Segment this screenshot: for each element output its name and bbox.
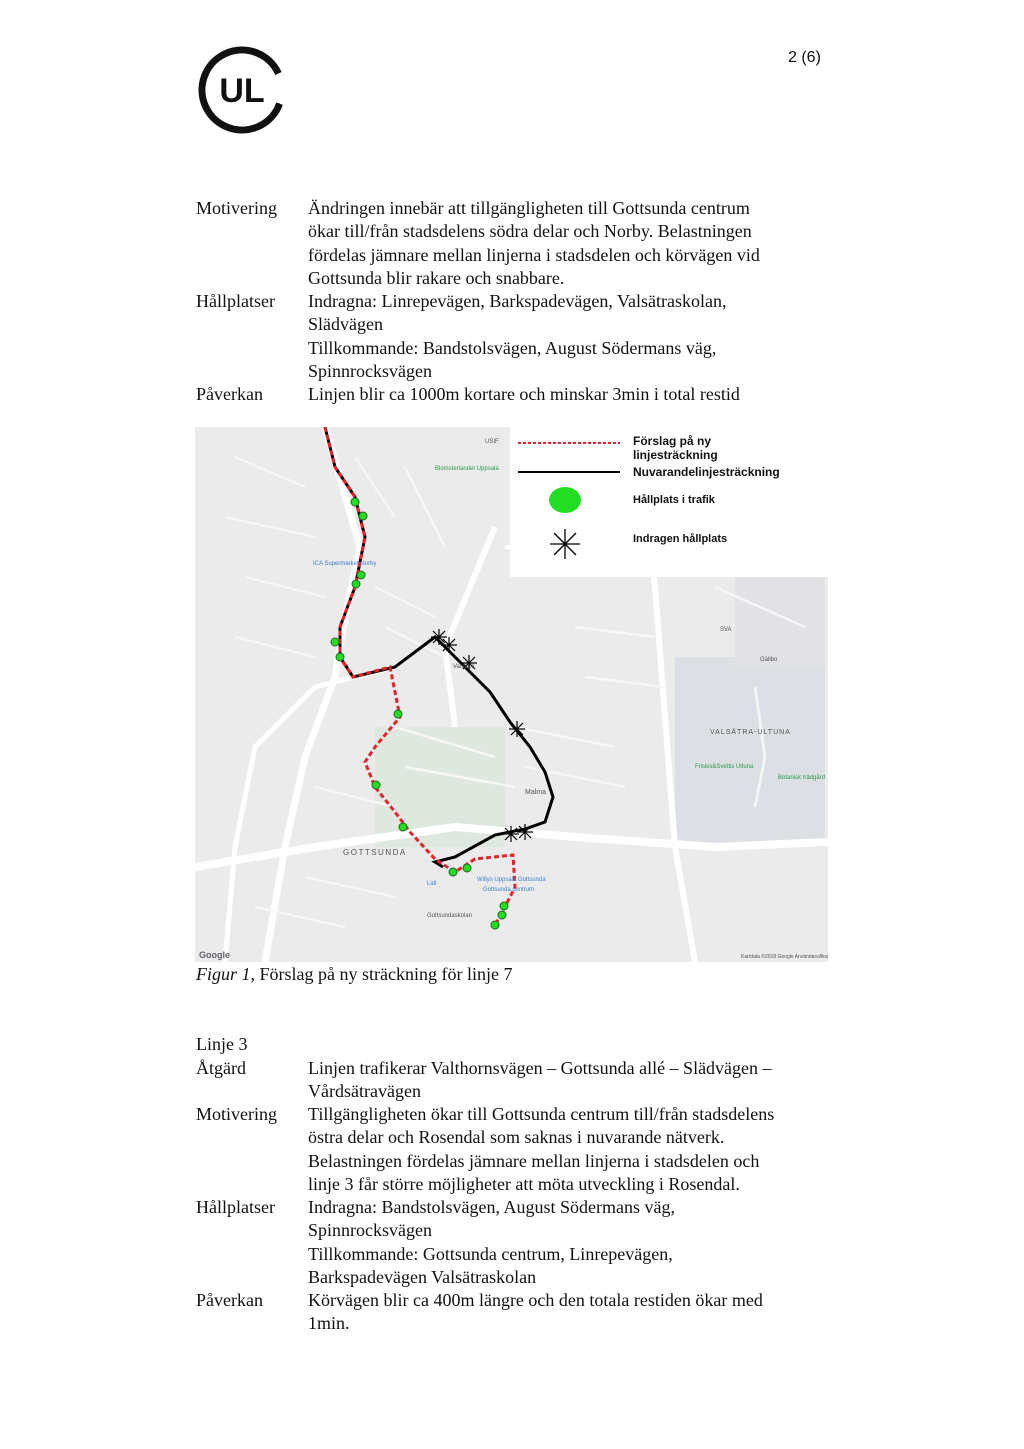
text-line: Spinnrocksvägen [308, 1220, 432, 1241]
map-label: Lidl [427, 881, 437, 887]
legend-proposed-text-1: Förslag på ny [633, 434, 712, 448]
removed-stop-icon [503, 826, 519, 842]
hallplatser-label: Hållplatser [196, 291, 275, 311]
map-label: Kartdata ©2018 Google Användarvillkor [741, 954, 828, 960]
text-line: 1min. [308, 1313, 350, 1334]
text-line: östra delar och Rosendal som saknas i nuvarande nätverk. [308, 1127, 725, 1148]
motivering-text [308, 197, 836, 290]
removed-stop-icon [509, 721, 525, 737]
legend-current-text: Nuvarandelinjesträckning [633, 465, 780, 479]
stop-dot [463, 864, 471, 872]
hallplatser2-label: Hållplatser [196, 1197, 275, 1217]
text-line: Barkspadevägen Valsätraskolan [308, 1266, 537, 1287]
map-label: USIF [485, 439, 499, 445]
text-line: Gottsunda blir rakare och snabbare. [308, 267, 565, 288]
caption-prefix: Figur 1, [196, 964, 256, 984]
stop-dot [372, 781, 380, 789]
paverkan-label: Påverkan [196, 384, 263, 404]
map-label: ICA Supermarket Norby [313, 561, 377, 567]
text-line: Slädvägen [308, 314, 383, 335]
text-line: Tillgängligheten ökar till Gottsunda centrum till/från stadsdelens [308, 1104, 775, 1124]
stop-dot [399, 823, 407, 831]
paverkan-text [308, 383, 836, 406]
page-number: 2 (6) [788, 49, 821, 66]
stop-dot [336, 653, 344, 661]
atgard-label: Åtgärd [196, 1058, 246, 1078]
stop-dot [331, 638, 339, 646]
text-line: Tillkommande: Gottsunda centrum, Linrepevägen, [308, 1243, 673, 1264]
stop-dot [491, 921, 499, 929]
caption-text: Förslag på ny sträckning för linje 7 [255, 964, 513, 984]
paverkan2-label: Påverkan [196, 1290, 263, 1310]
paverkan2-text [308, 1289, 836, 1336]
removed-stop-icon [441, 637, 457, 653]
text-line: Spinnrocksvägen [308, 360, 432, 381]
legend-stop-dot [549, 487, 581, 513]
text-line: Linjen trafikerar Valthornsvägen – Gottsunda allé – Slädvägen – [308, 1058, 772, 1078]
section-title: Linje 3 [196, 1034, 248, 1054]
map-label: Willys Uppsala Gottsunda [477, 877, 546, 883]
stop-dot [351, 498, 359, 506]
map-label: Gottsundaskolan [427, 913, 473, 919]
stop-dot [359, 512, 367, 520]
map-label: GOTTSUNDA [343, 848, 407, 857]
motivering2-label: Motivering [196, 1104, 277, 1124]
hallplatser-text [308, 290, 836, 383]
stop-dot [394, 710, 402, 718]
map-label: Botanisk trädgård [778, 775, 826, 781]
text-line: fördelas jämnare mellan linjerna i stadsdelen och körvägen vid [308, 244, 760, 265]
motivering2-text [308, 1103, 836, 1196]
text-line: Körvägen blir ca 400m längre och den totala restiden ökar med [308, 1290, 763, 1310]
text-line: Indragna: Linrepevägen, Barkspadevägen, Valsätraskolan, [308, 291, 727, 311]
text-line: ökar till/från stadsdelens södra delar och Norby. Belastningen [308, 221, 752, 242]
map-label: Friskis&Svettis Ultuna [695, 764, 754, 770]
legend-proposed-text-2: linjesträckning [633, 448, 718, 462]
legend-removed-icon [550, 529, 580, 559]
figure-caption [196, 964, 512, 985]
route-map-svg [195, 427, 828, 962]
map-label: Gottsunda centrum [483, 887, 535, 893]
text-line: Tillkommande: Bandstolsvägen, August Södermans väg, [308, 337, 717, 358]
route-map [195, 427, 828, 962]
map-label: Valsätra [453, 664, 475, 670]
stop-dot [500, 902, 508, 910]
logo-dot [275, 103, 281, 109]
motivering-label: Motivering [196, 198, 277, 218]
map-label: Malma [525, 789, 547, 796]
stop-dot [498, 911, 506, 919]
legend-stop-text: Hållplats i trafik [633, 494, 715, 506]
stop-dot [357, 571, 365, 579]
text-line: Linjen blir ca 1000m kortare och minskar 3min i total restid [308, 384, 740, 404]
map-label: VALSÄTRA-ULTUNA [710, 729, 791, 736]
map-label: Blomsterlandet Uppsala [435, 466, 499, 472]
removed-stop-icon [517, 824, 533, 840]
text-line: linje 3 får större möjligheter att möta utveckling i Rosendal. [308, 1173, 740, 1194]
legend-removed-text: Indragen hållplats [633, 533, 728, 545]
removed-stop-icon [431, 629, 447, 645]
campus-area [675, 657, 825, 847]
stop-dot [449, 868, 457, 876]
map-label: Gällbo [760, 657, 778, 663]
atgard-text [308, 1057, 836, 1104]
text-line: Ändringen innebär att tillgängligheten till Gottsunda centrum [308, 198, 750, 218]
text-line: Belastningen fördelas jämnare mellan linjerna i stadsdelen och [308, 1150, 760, 1171]
map-label: Google [199, 950, 230, 960]
ul-logo [196, 44, 288, 136]
map-label: SVA [720, 627, 732, 633]
text-line: Indragna: Bandstolsvägen, August Södermans väg, [308, 1197, 675, 1217]
hallplatser2-text [308, 1196, 836, 1289]
text-line: Vårdsätravägen [308, 1081, 421, 1102]
logo-text: UL [219, 72, 265, 110]
stop-dot [352, 580, 360, 588]
